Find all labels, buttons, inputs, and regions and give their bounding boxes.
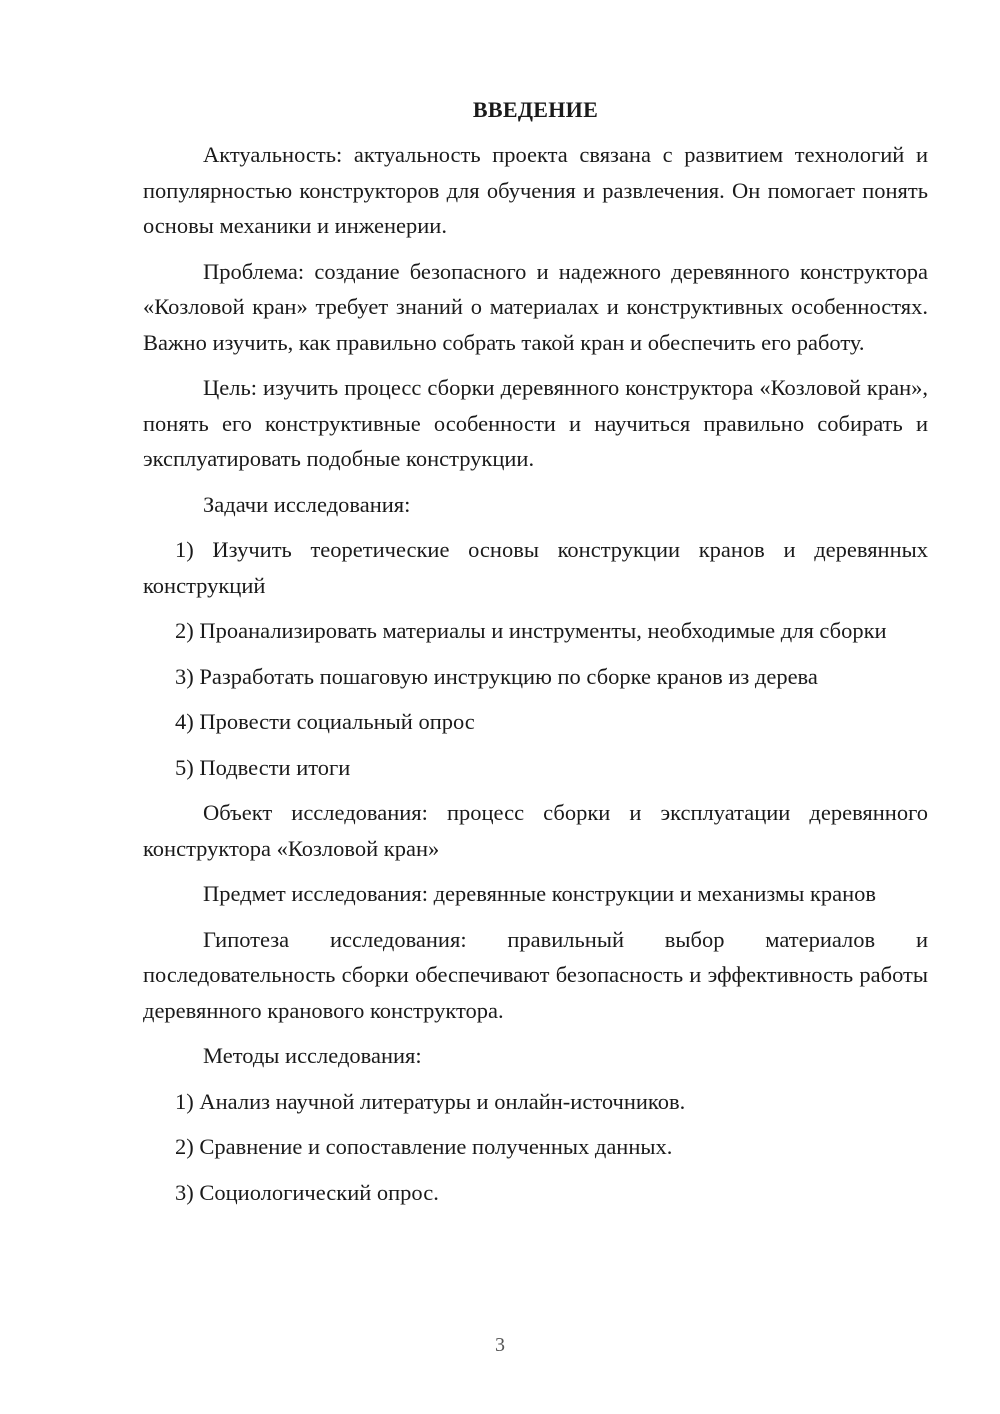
document-page: [143, 95, 928, 1220]
method-item-1: 1) Анализ научной литературы и онлайн-источников.: [175, 1088, 686, 1114]
task-item-3: 3) Разработать пошаговую инструкцию по сборке кранов из дерева: [175, 663, 818, 689]
page-title: ВВЕДЕНИЕ: [472, 97, 599, 122]
task-item-4: 4) Провести социальный опрос: [175, 709, 475, 734]
task-item-1: 1) Изучить теоретические основы конструкции кранов и деревянных конструкций: [143, 537, 928, 598]
method-item-3: 3) Социологический опрос.: [175, 1179, 439, 1205]
paragraph-problem: Проблема: создание безопасного и надежного деревянного конструктора «Козловой кран» требует знаний о материалах и конструктивных особенностях. Важно изучить, как правильно собрать такой кран и обеспечить его работу.: [143, 258, 928, 355]
method-item-2: 2) Сравнение и сопоставление полученных данных.: [175, 1134, 673, 1159]
page-number: 3: [495, 1334, 505, 1356]
tasks-heading: Задачи исследования:: [203, 491, 411, 517]
paragraph-hypothesis: Гипотеза исследования: правильный выбор материалов и последовательность сборки обеспечивают безопасность и эффективность работы деревянного кранового конструктора.: [143, 926, 928, 1023]
paragraph-subject: Предмет исследования: деревянные конструкции и механизмы кранов: [203, 881, 877, 906]
paragraph-relevance: Актуальность: актуальность проекта связана с развитием технологий и популярностью конструкторов для обучения и развлечения. Он помогает понять основы механики и инженерии.: [143, 142, 928, 238]
methods-heading: Методы исследования:: [203, 1043, 422, 1068]
task-item-5: 5) Подвести итоги: [175, 754, 351, 780]
paragraph-goal: Цель: изучить процесс сборки деревянного конструктора «Козловой кран», понять его конструктивные особенности и научиться правильно собирать и эксплуатировать подобные конструкции.: [143, 375, 928, 471]
paragraph-object: Объект исследования: процесс сборки и эксплуатации деревянного конструктора «Козловой кран»: [143, 800, 928, 861]
task-item-2: 2) Проанализировать материалы и инструменты, необходимые для сборки: [175, 618, 887, 643]
